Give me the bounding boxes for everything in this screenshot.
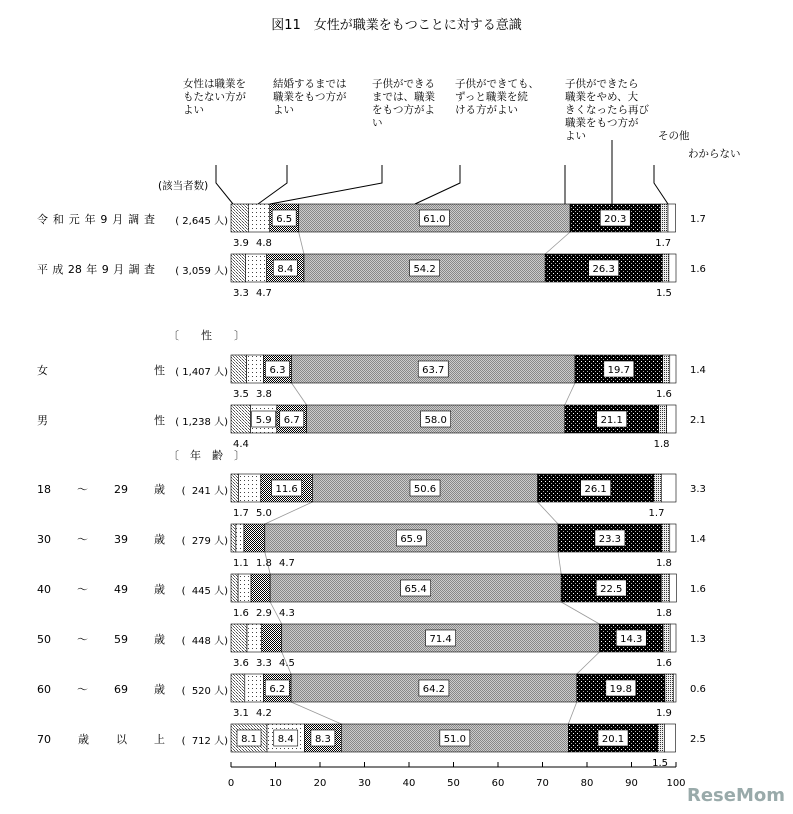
row-label: 60～69歳 — [37, 683, 165, 696]
legend-label: 子供ができたら 職業をやめ、大 きくなったら再び 職業をもつ方が よい — [565, 78, 649, 142]
data-label: 3.8 — [256, 389, 272, 400]
section-age: 〔 年 齢 〕 — [168, 449, 245, 462]
data-label: 4.2 — [256, 708, 272, 719]
row-label: 40～49歳 — [37, 583, 165, 596]
data-label: 1.7 — [648, 508, 665, 519]
bar-segment — [664, 724, 675, 752]
data-label: 4.5 — [279, 658, 295, 669]
data-label: 0.6 — [690, 684, 706, 695]
data-label: 1.6 — [690, 264, 706, 275]
data-label: 61.0 — [423, 214, 446, 225]
row-count: ( 3,059 人) — [175, 266, 228, 277]
legend-label: わからない — [688, 148, 741, 160]
row-label: 男性 — [37, 414, 165, 427]
data-label: 65.9 — [400, 534, 423, 545]
data-label: 23.3 — [598, 534, 622, 545]
data-label: 1.6 — [690, 584, 706, 595]
bar-row — [231, 204, 706, 249]
bar-segment — [244, 524, 265, 552]
data-label: 5.9 — [255, 415, 272, 426]
connector-line — [561, 602, 599, 624]
bar-segment — [661, 474, 676, 502]
data-label: 51.0 — [443, 734, 466, 745]
watermark-logo: ReseMom — [686, 785, 785, 806]
bar-segment — [659, 405, 667, 433]
legend-leader-lines — [216, 140, 668, 204]
bar-row — [231, 724, 706, 769]
connector-line — [538, 502, 558, 524]
row-label: 70歳以上 — [37, 733, 165, 746]
row-label: 18～29歳 — [37, 483, 165, 496]
row-label: 50～59歳 — [37, 633, 165, 646]
row-count: ( 279 人) — [181, 536, 228, 547]
x-tick-label: 40 — [402, 778, 416, 789]
data-label: 1.7 — [233, 508, 249, 519]
data-label: 1.7 — [690, 214, 706, 225]
bar-segment — [667, 405, 676, 433]
row-count: ( 2,645 人) — [175, 216, 228, 227]
bar-segment — [231, 624, 247, 652]
row-count: ( 445 人) — [181, 586, 228, 597]
data-label: 58.0 — [424, 415, 447, 426]
bar-segment — [231, 254, 246, 282]
x-tick-label: 30 — [358, 778, 371, 789]
bar-segment — [658, 724, 665, 752]
row-label: 令和元年9月調査 — [37, 213, 155, 226]
bar-segment — [231, 204, 248, 232]
data-label: 1.6 — [656, 389, 672, 400]
bar-segment — [251, 574, 270, 602]
connector-line — [565, 383, 575, 405]
data-label: 1.3 — [690, 634, 706, 645]
data-label: 8.4 — [277, 264, 294, 275]
data-label: 4.8 — [256, 238, 272, 249]
data-label: 2.9 — [256, 608, 272, 619]
bar-row — [231, 254, 706, 299]
x-tick-label: 100 — [666, 778, 686, 789]
bar-segment — [669, 254, 676, 282]
bar-row — [231, 574, 706, 619]
data-label: 1.5 — [652, 758, 668, 769]
data-label: 20.3 — [604, 214, 627, 225]
data-label: 19.8 — [609, 684, 632, 695]
chart-title: 図11 女性が職業をもつことに対する意識 — [271, 18, 522, 33]
connector-line — [299, 232, 304, 254]
bar-segment — [231, 405, 251, 433]
data-label: 1.8 — [256, 558, 272, 569]
data-label: 6.2 — [269, 684, 286, 695]
bar-segment — [245, 674, 264, 702]
row-label: 平成28年9月調査 — [37, 263, 155, 276]
data-label: 3.9 — [233, 238, 249, 249]
data-label: 1.8 — [653, 439, 670, 450]
bar-segment — [662, 524, 670, 552]
connector-line — [568, 702, 576, 724]
data-label: 3.5 — [233, 389, 249, 400]
bar-segment — [663, 355, 670, 383]
data-label: 63.7 — [422, 365, 445, 376]
bar-row — [231, 674, 706, 719]
data-label: 1.4 — [690, 534, 706, 545]
bar-segment — [654, 474, 662, 502]
data-label: 65.4 — [404, 584, 427, 595]
data-label: 1.5 — [656, 288, 672, 299]
data-label: 1.4 — [690, 365, 706, 376]
bar-row — [231, 624, 706, 669]
data-label: 3.3 — [233, 288, 249, 299]
bar-segment — [262, 624, 282, 652]
data-label: 22.5 — [600, 584, 623, 595]
legend-label: 子供ができる までは、職業 をもつ方がよ い — [372, 78, 435, 129]
data-label: 3.3 — [690, 484, 706, 495]
row-count: ( 712 人) — [181, 736, 228, 747]
data-label: 64.2 — [422, 684, 446, 695]
bar-segment — [660, 204, 668, 232]
connector-line — [558, 552, 561, 574]
bar-segment — [662, 254, 669, 282]
bar-segment — [247, 355, 264, 383]
bar-segment — [239, 474, 261, 502]
data-label: 26.3 — [592, 264, 615, 275]
connector-line — [545, 232, 570, 254]
bar-segment — [247, 624, 262, 652]
x-tick-label: 0 — [227, 778, 235, 789]
x-tick-label: 90 — [625, 778, 638, 789]
row-count: ( 1,407 人) — [175, 367, 228, 378]
x-tick-label: 60 — [491, 778, 505, 789]
bar-segment — [663, 624, 670, 652]
bar-row — [231, 524, 706, 569]
row-count: ( 448 人) — [181, 636, 228, 647]
x-tick-label: 10 — [269, 778, 282, 789]
row-count: ( 1,238 人) — [175, 417, 228, 428]
data-label: 6.5 — [276, 214, 293, 225]
bar-segment — [670, 624, 676, 652]
bar-segment — [669, 574, 676, 602]
bar-segment — [236, 524, 244, 552]
bar-row — [231, 474, 706, 519]
data-label: 1.9 — [656, 708, 672, 719]
x-tick-label: 80 — [580, 778, 594, 789]
connector-line — [292, 383, 307, 405]
data-label: 2.1 — [690, 415, 706, 426]
bar-segment — [231, 524, 236, 552]
bar-segment — [246, 254, 267, 282]
data-label: 4.7 — [279, 558, 295, 569]
legend-label: 女性は職業を もたない方が よい — [183, 78, 246, 116]
bar-segment — [673, 674, 676, 702]
count-header: (該当者数) — [158, 180, 209, 192]
data-label: 19.7 — [607, 365, 630, 376]
bar-segment — [668, 204, 676, 232]
bar-row — [231, 405, 706, 450]
legend-label: 子供ができても、 ずっと職業を続 ける方がよい — [455, 78, 539, 116]
data-label: 26.1 — [584, 484, 607, 495]
data-label: 21.1 — [600, 415, 623, 426]
bar-segment — [231, 574, 238, 602]
data-label: 8.3 — [314, 734, 331, 745]
data-label: 4.3 — [279, 608, 295, 619]
data-label: 50.6 — [413, 484, 437, 495]
data-label: 1.8 — [656, 608, 672, 619]
bar-segment — [661, 574, 669, 602]
data-label: 1.6 — [656, 658, 672, 669]
row-count: ( 241 人) — [181, 486, 228, 497]
connector-line — [265, 502, 313, 524]
data-label: 5.0 — [256, 508, 272, 519]
data-label: 20.1 — [601, 734, 625, 745]
data-label: 54.2 — [413, 264, 436, 275]
legend-label: 結婚するまでは 職業をもつ方が よい — [273, 78, 347, 116]
row-label: 30～39歳 — [37, 533, 165, 546]
data-label: 6.7 — [283, 415, 300, 426]
row-count: ( 520 人) — [181, 686, 228, 697]
connector-line — [577, 652, 600, 674]
data-label: 3.1 — [233, 708, 249, 719]
bar-segment — [665, 674, 673, 702]
bar-segment — [670, 524, 676, 552]
x-tick-label: 70 — [536, 778, 549, 789]
data-label: 3.3 — [256, 658, 272, 669]
bar-segment — [238, 574, 251, 602]
bar-segment — [231, 674, 245, 702]
data-label: 1.6 — [233, 608, 249, 619]
data-label: 1.8 — [656, 558, 672, 569]
data-label: 2.5 — [690, 734, 706, 745]
section-gender: 〔 性 〕 — [168, 329, 245, 342]
bar-segment — [231, 355, 247, 383]
data-label: 14.3 — [620, 634, 643, 645]
x-tick-label: 20 — [313, 778, 327, 789]
data-label: 4.4 — [233, 439, 249, 450]
data-label: 1.1 — [233, 558, 249, 569]
data-label: 11.6 — [275, 484, 298, 495]
data-label: 71.4 — [429, 634, 452, 645]
x-tick-label: 50 — [447, 778, 460, 789]
legend-label: その他 — [658, 130, 690, 142]
connector-line — [291, 702, 341, 724]
data-label: 1.7 — [655, 238, 672, 249]
data-label: 6.3 — [269, 365, 286, 376]
bar-segment — [670, 355, 676, 383]
data-label: 8.4 — [277, 734, 294, 745]
bar-segment — [231, 474, 239, 502]
data-label: 4.7 — [256, 288, 272, 299]
row-label: 女性 — [37, 364, 165, 377]
bar-row — [231, 355, 706, 400]
bar-segment — [248, 204, 269, 232]
data-label: 8.1 — [241, 734, 257, 745]
data-label: 3.6 — [233, 658, 249, 669]
